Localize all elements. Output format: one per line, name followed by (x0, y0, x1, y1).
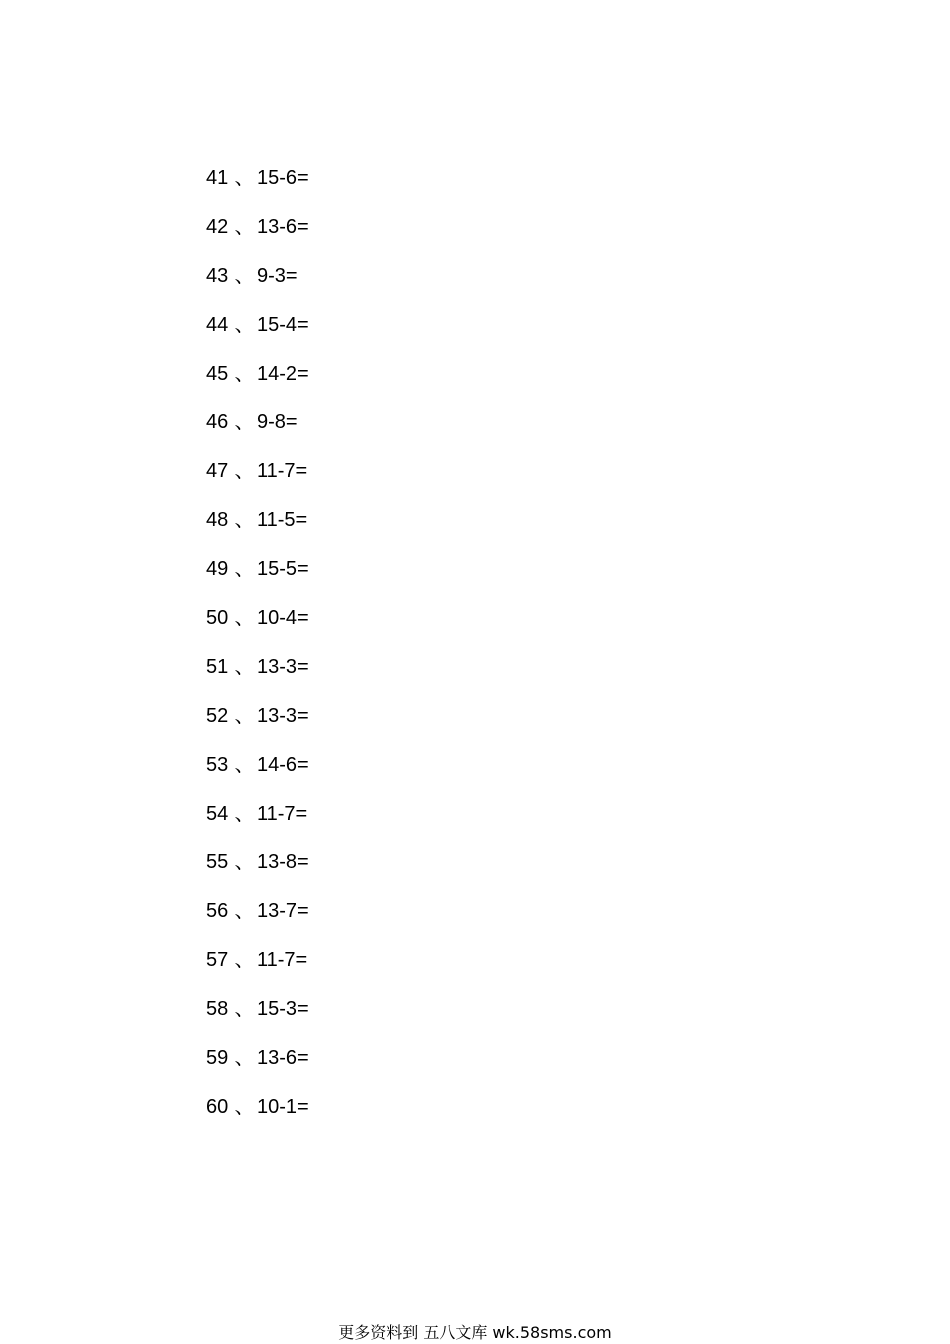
problem-separator: 、 (234, 1095, 255, 1118)
problem-expression: 15-5= (257, 558, 309, 581)
problem-number: 58 (206, 998, 229, 1021)
problem-item (206, 506, 309, 555)
problem-separator: 、 (234, 1047, 255, 1070)
problem-separator: 、 (234, 215, 255, 238)
problem-separator: 、 (234, 851, 255, 874)
problem-number: 47 (206, 460, 229, 483)
problem-number: 49 (206, 558, 229, 581)
problem-separator: 、 (234, 313, 255, 336)
problem-expression: 13-3= (257, 655, 309, 678)
problem-item (206, 457, 309, 506)
problem-separator: 、 (234, 264, 255, 287)
problem-item (206, 555, 309, 604)
problem-item (206, 946, 309, 995)
problem-number: 56 (206, 900, 229, 923)
problem-expression: 13-8= (257, 851, 309, 874)
problem-item (206, 1044, 309, 1093)
problem-number: 60 (206, 1095, 229, 1118)
problem-number: 53 (206, 753, 229, 776)
problem-separator: 、 (234, 900, 255, 923)
problem-item (206, 848, 309, 897)
problem-expression: 15-3= (257, 998, 309, 1021)
problem-number: 59 (206, 1047, 229, 1070)
problem-expression: 9-8= (257, 411, 298, 434)
problem-item (206, 213, 309, 262)
problem-number: 41 (206, 167, 229, 189)
problem-expression: 10-4= (257, 607, 309, 630)
problem-expression: 13-3= (257, 704, 309, 727)
problem-expression: 13-7= (257, 900, 309, 923)
problem-separator: 、 (234, 998, 255, 1021)
problem-item (206, 751, 309, 800)
problem-separator: 、 (234, 558, 255, 581)
problem-item (206, 164, 309, 213)
problem-separator: 、 (234, 362, 255, 385)
problem-expression: 13-6= (257, 215, 309, 238)
problem-number: 55 (206, 851, 229, 874)
problem-expression: 15-6= (257, 167, 309, 189)
problem-item (206, 995, 309, 1044)
problem-item (206, 897, 309, 946)
footer-watermark-text: 更多资料到 五八文库 wk.58sms.com (338, 1323, 612, 1342)
problem-separator: 、 (234, 167, 255, 189)
problem-number: 50 (206, 607, 229, 630)
problem-item (206, 800, 309, 849)
problem-number: 44 (206, 313, 229, 336)
problem-separator: 、 (234, 753, 255, 776)
problem-number: 42 (206, 215, 229, 238)
problem-number: 51 (206, 655, 229, 678)
problem-expression: 14-2= (257, 362, 309, 385)
problem-expression: 14-6= (257, 753, 309, 776)
problem-expression: 9-3= (257, 264, 298, 287)
problem-expression: 11-7= (257, 949, 308, 972)
problem-item (206, 1093, 309, 1142)
problem-number: 43 (206, 264, 229, 287)
problem-number: 48 (206, 509, 229, 532)
problem-item (206, 311, 309, 360)
problem-separator: 、 (234, 509, 255, 532)
problem-expression: 11-7= (257, 802, 308, 825)
problem-separator: 、 (234, 460, 255, 483)
problem-number: 52 (206, 704, 229, 727)
problem-expression: 10-1= (257, 1095, 309, 1118)
problem-item (206, 702, 309, 751)
problem-expression: 13-6= (257, 1047, 309, 1070)
problem-item (206, 262, 309, 311)
problem-number: 46 (206, 411, 229, 434)
problem-separator: 、 (234, 411, 255, 434)
problem-separator: 、 (234, 949, 255, 972)
problem-item (206, 604, 309, 653)
problem-item (206, 408, 309, 457)
problem-number: 54 (206, 802, 229, 825)
problem-list (206, 164, 309, 1142)
problem-expression: 11-5= (257, 509, 308, 532)
problem-expression: 11-7= (257, 460, 308, 483)
problem-separator: 、 (234, 704, 255, 727)
problem-separator: 、 (234, 607, 255, 630)
problem-number: 57 (206, 949, 229, 972)
problem-item (206, 653, 309, 702)
problem-item (206, 360, 309, 409)
problem-number: 45 (206, 362, 229, 385)
problem-expression: 15-4= (257, 313, 309, 336)
problem-separator: 、 (234, 802, 255, 825)
problem-separator: 、 (234, 655, 255, 678)
